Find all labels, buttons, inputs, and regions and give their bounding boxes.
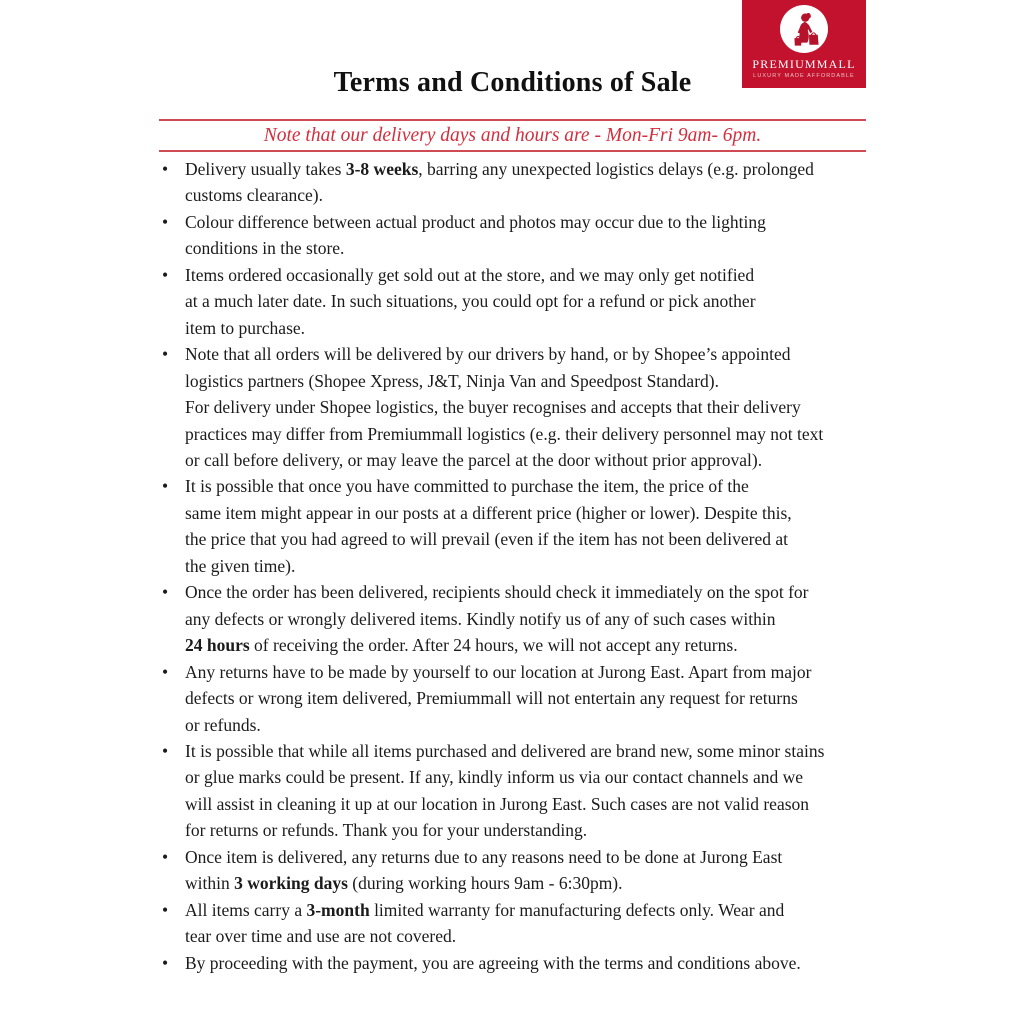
term-line: any defects or wrongly delivered items. Kindly notify us of any of such cases within	[185, 608, 776, 629]
term-line: • Once the order has been delivered, recipients should check it immediately on the spot for	[185, 582, 809, 603]
term-line: • Delivery usually takes 3-8 weeks, barring any unexpected logistics delays (e.g. prolonged	[185, 159, 814, 179]
term-line: conditions in the store.	[185, 238, 345, 259]
term-line: customs clearance).	[185, 185, 323, 206]
term-item	[159, 473, 866, 579]
term-line: the given time).	[185, 555, 296, 576]
term-line: tear over time and use are not covered.	[185, 926, 457, 947]
term-line: or refunds.	[185, 714, 261, 735]
term-line: For delivery under Shopee logistics, the buyer recognises and accepts that their delivery	[185, 397, 801, 418]
term-line: or glue marks could be present. If any, kindly inform us via our contact channels and we	[185, 767, 803, 788]
term-line: will assist in cleaning it up at our location in Jurong East. Such cases are not valid reason	[185, 793, 810, 814]
term-item	[159, 262, 866, 341]
page-title: Terms and Conditions of Sale	[333, 67, 692, 98]
term-line: defects or wrong item delivered, Premiummall will not entertain any request for returns	[185, 688, 798, 709]
brand-name: PREMIUMMALL	[752, 57, 856, 71]
term-line: • Once item is delivered, any returns due to any reasons need to be done at Jurong East	[185, 846, 783, 867]
terms-list	[159, 156, 866, 976]
term-line: 24 hours of receiving the order. After 24 hours, we will not accept any returns.	[185, 635, 738, 656]
term-item	[159, 341, 866, 473]
term-item	[159, 579, 866, 658]
term-line: at a much later date. In such situations, you could opt for a refund or pick another	[185, 291, 756, 312]
term-line: • Colour difference between actual product and photos may occur due to the lighting	[185, 211, 766, 232]
term-line: for returns or refunds. Thank you for your understanding.	[185, 820, 588, 841]
term-line: • By proceeding with the payment, you are agreeing with the terms and conditions above.	[185, 952, 801, 973]
notice-text: Note that our delivery days and hours are - Mon-Fri 9am- 6pm.	[263, 124, 762, 146]
woman-with-shopping-bags-icon	[784, 10, 824, 52]
term-line: • It is possible that while all items purchased and delivered are brand new, some minor stains	[185, 740, 825, 761]
term-line: item to purchase.	[185, 317, 306, 338]
brand-tagline: LUXURY MADE AFFORDABLE	[753, 73, 855, 79]
term-line: within 3 working days (during working hours 9am - 6:30pm).	[185, 873, 623, 894]
notice-banner	[159, 119, 866, 152]
term-line: same item might appear in our posts at a different price (higher or lower). Despite this,	[185, 502, 792, 523]
term-item	[159, 156, 866, 209]
term-item	[159, 659, 866, 738]
term-line: • Items ordered occasionally get sold out at the store, and we may only get notified	[185, 264, 755, 285]
term-line: logistics partners (Shopee Xpress, J&T, Ninja Van and Speedpost Standard).	[185, 370, 719, 391]
term-item	[159, 738, 866, 844]
term-line: • Note that all orders will be delivered by our drivers by hand, or by Shopee’s appointed	[185, 344, 791, 365]
term-line: • It is possible that once you have committed to purchase the item, the price of the	[185, 476, 749, 497]
term-item	[159, 209, 866, 262]
term-item	[159, 897, 866, 950]
term-line: practices may differ from Premiummall logistics (e.g. their delivery personnel may not text	[185, 423, 824, 444]
term-line: the price that you had agreed to will prevail (even if the item has not been delivered at	[185, 529, 789, 550]
term-item	[159, 844, 866, 897]
term-line: or call before delivery, or may leave the parcel at the door without prior approval).	[185, 449, 763, 470]
logo-circle	[780, 5, 828, 53]
term-item	[159, 950, 866, 976]
term-line: • Any returns have to be made by yourself to our location at Jurong East. Apart from major	[185, 661, 812, 682]
term-line: • All items carry a 3-month limited warranty for manufacturing defects only. Wear and	[185, 899, 785, 920]
